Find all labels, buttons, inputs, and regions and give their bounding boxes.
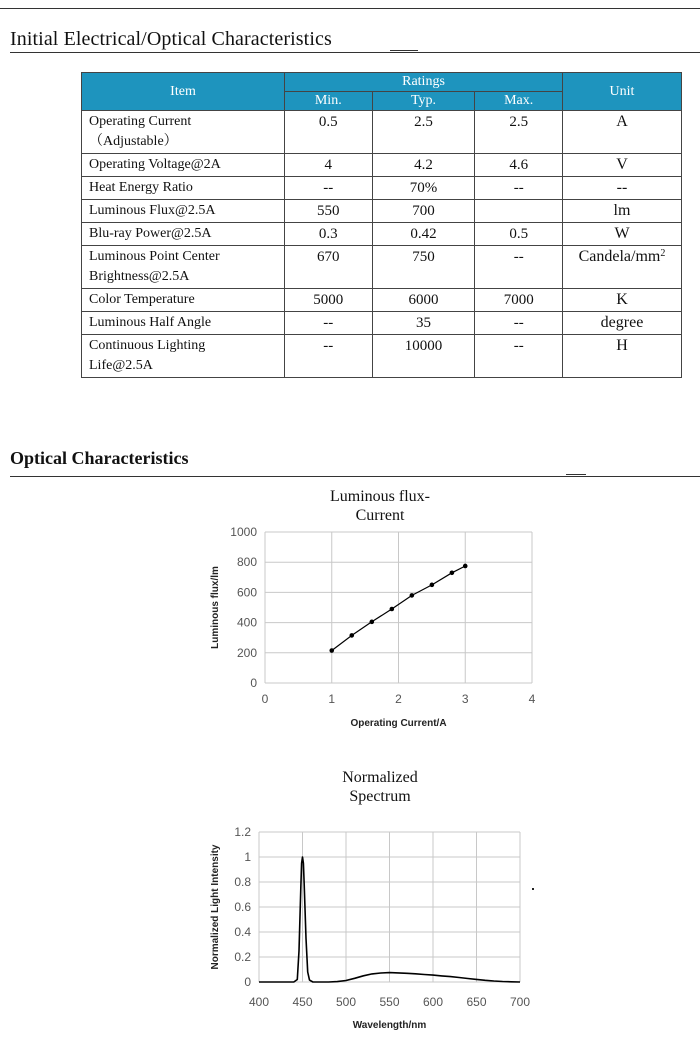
row-unit-text: -- [616, 179, 628, 196]
spectrum-chart-title-line1: Normalized [342, 769, 418, 786]
row-unit-text: lm [613, 202, 631, 219]
spectrum-ytick-label: 0 [244, 975, 251, 989]
row-max: -- [475, 312, 563, 335]
row-unit-text: A [616, 113, 628, 130]
spectrum-ytick-label: 1.2 [234, 825, 251, 839]
flux-data-point [450, 570, 455, 575]
flux-xtick-label: 0 [261, 692, 269, 706]
spectrum-xtick-label: 600 [422, 995, 444, 1009]
flux-chart-title-line1: Luminous flux- [330, 488, 430, 505]
row-unit-text: degree [600, 314, 644, 331]
electrical-section-title: Initial Electrical/Optical Characteristics [10, 28, 332, 50]
header-unit: Unit [563, 73, 682, 111]
flux-ytick-label: 0 [250, 676, 257, 690]
row-min: 4 [285, 154, 373, 177]
row-unit-text: K [616, 291, 628, 308]
row-unit-text: V [616, 156, 628, 173]
header-typ: Typ. [372, 92, 475, 111]
row-typ: 4.2 [372, 154, 475, 177]
flux-data-point [329, 648, 334, 653]
flux-xtick-label: 4 [528, 692, 536, 706]
row-max: 2.5 [475, 111, 563, 154]
flux-ytick-label: 200 [236, 645, 257, 660]
row-min: -- [285, 312, 373, 335]
row-item-line1: Operating Voltage@2A [89, 157, 221, 172]
flux-data-point [463, 564, 468, 569]
row-item-line1: Luminous Flux@2.5A [89, 203, 216, 218]
row-typ: 70% [372, 177, 475, 200]
optical-section-title: Optical Characteristics [10, 448, 189, 468]
row-item-line1: Continuous Lighting [89, 338, 206, 353]
flux-xtick-label: 2 [395, 692, 402, 706]
row-min: 0.3 [285, 223, 373, 246]
row-max: 0.5 [475, 223, 563, 246]
row-typ: 700 [372, 200, 475, 223]
flux-x-axis-label: Operating Current/A [350, 718, 447, 729]
spectrum-xtick-label: 550 [379, 995, 400, 1009]
stray-dot [532, 888, 534, 890]
spectrum-chart-title-line2: Spectrum [349, 788, 411, 805]
spectrum-xtick-label: 400 [248, 995, 270, 1009]
flux-ytick-label: 1000 [230, 525, 257, 539]
flux-ytick-label: 600 [236, 585, 257, 600]
flux-data-point [349, 633, 354, 638]
spectrum-ytick-label: 1 [244, 850, 251, 864]
row-min: 0.5 [285, 111, 373, 154]
row-max: 4.6 [475, 154, 563, 177]
flux-chart-title-line2: Current [355, 507, 405, 524]
row-max: -- [475, 335, 563, 378]
row-unit-text: W [614, 225, 630, 242]
flux-data-point [390, 607, 395, 612]
flux-data-point [410, 593, 415, 598]
spectrum-xtick-label: 650 [466, 995, 487, 1009]
row-min: 550 [285, 200, 373, 223]
row-typ: 750 [372, 246, 475, 289]
spectrum-xtick-label: 500 [335, 995, 357, 1009]
header-max: Max. [475, 92, 563, 111]
spectrum-x-axis-label: Wavelength/nm [352, 1020, 427, 1031]
row-max: 7000 [475, 289, 563, 312]
spectrum-xtick-label: 450 [292, 995, 313, 1009]
row-typ: 0.42 [372, 223, 475, 246]
spectrum-ytick-label: 0.6 [234, 900, 251, 914]
row-max: -- [475, 246, 563, 289]
spectrum-ytick-label: 0.2 [234, 950, 251, 964]
spectrum-y-axis-label: Normalized Light Intensity [210, 844, 221, 970]
header-min: Min. [285, 92, 373, 111]
row-unit-text: Candela/mm [578, 248, 661, 265]
flux-data-point [370, 620, 375, 625]
row-unit-text: H [616, 337, 628, 354]
row-typ: 10000 [372, 335, 475, 378]
row-item-line2: Brightness@2.5A [89, 269, 190, 284]
flux-data-point [430, 583, 435, 588]
row-max: -- [475, 177, 563, 200]
row-min: -- [285, 335, 373, 378]
spectrum-xtick-label: 700 [509, 995, 531, 1009]
flux-ytick-label: 400 [236, 615, 257, 630]
flux-y-axis-label: Luminous flux/lm [210, 566, 221, 649]
row-typ: 6000 [372, 289, 475, 312]
row-item-line2: Life@2.5A [89, 358, 153, 373]
row-unit-superscript: 2 [660, 248, 666, 259]
row-item-line1: Luminous Half Angle [89, 315, 212, 330]
row-item-line1: Operating Current [89, 114, 192, 129]
row-typ: 35 [372, 312, 475, 335]
flux-xtick-label: 1 [328, 692, 336, 706]
row-typ: 2.5 [372, 111, 475, 154]
spectrum-ytick-label: 0.8 [234, 875, 251, 889]
row-item-line1: Heat Energy Ratio [89, 180, 193, 195]
row-item-line1: Color Temperature [89, 292, 195, 307]
row-min: 5000 [285, 289, 373, 312]
row-item-line1: Blu-ray Power@2.5A [89, 226, 212, 241]
row-item-line1: Luminous Point Center [89, 249, 220, 264]
row-item-line2: （Adjustable） [89, 134, 178, 149]
spectrum-ytick-label: 0.4 [234, 925, 251, 939]
flux-xtick-label: 3 [461, 692, 469, 706]
header-item: Item [82, 73, 285, 111]
row-min: 670 [285, 246, 373, 289]
flux-ytick-label: 800 [236, 555, 257, 570]
header-ratings: Ratings [285, 73, 563, 92]
row-min: -- [285, 177, 373, 200]
